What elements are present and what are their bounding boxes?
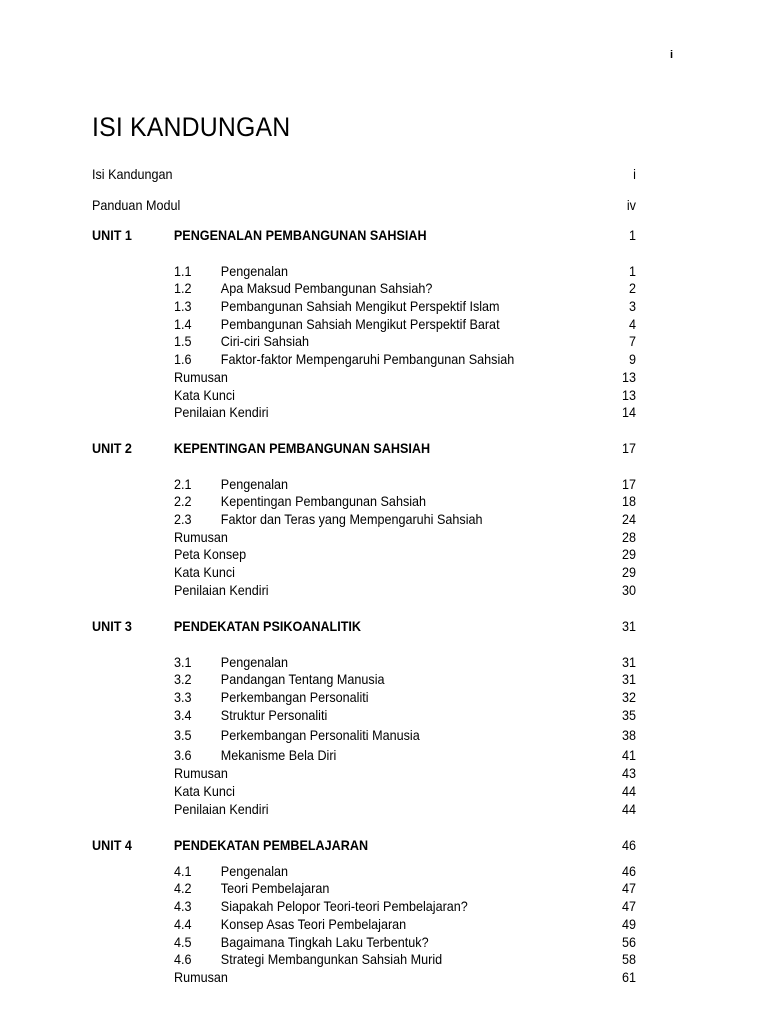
section-title: Peta Konsep	[174, 546, 247, 562]
section-page: 18	[621, 493, 636, 509]
toc-entry-page: i	[633, 166, 636, 182]
section-title: Penilaian Kendiri	[174, 404, 269, 420]
section-page: 56	[621, 934, 636, 950]
unit-page: 17	[621, 440, 636, 456]
section-title: Rumusan	[174, 969, 228, 985]
section-page: 58	[621, 951, 636, 967]
section-title: Faktor dan Teras yang Mempengaruhi Sahsiah	[220, 511, 483, 527]
section-number: 3.5	[174, 727, 192, 743]
unit-title: PENDEKATAN PEMBELAJARAN	[173, 837, 369, 853]
section-title: Faktor-faktor Mempengaruhi Pembangunan Sahsiah	[220, 351, 515, 367]
unit-label: UNIT 1	[92, 227, 132, 243]
section-page: 41	[621, 747, 636, 763]
section-page: 38	[621, 727, 636, 743]
unit-page: 46	[621, 837, 636, 853]
section-title: Perkembangan Personaliti Manusia	[220, 727, 420, 743]
section-title: Kepentingan Pembangunan Sahsiah	[220, 493, 427, 509]
section-page: 14	[621, 404, 636, 420]
section-page: 35	[621, 707, 636, 723]
section-entry	[174, 706, 327, 724]
unit-page: 1	[628, 227, 636, 243]
section-title: Ciri-ciri Sahsiah	[220, 333, 310, 349]
section-number: 4.1	[174, 863, 192, 879]
section-entry	[174, 279, 432, 297]
section-number: 3.4	[174, 707, 192, 723]
section-page: 32	[621, 689, 636, 705]
section-entry	[174, 746, 336, 764]
section-title: Rumusan	[174, 369, 228, 385]
section-number: 1.2	[174, 280, 192, 296]
section-entry	[174, 897, 468, 915]
section-title: Pengenalan	[220, 654, 289, 670]
unit-heading	[92, 439, 430, 457]
section-title: Pembangunan Sahsiah Mengikut Perspektif Islam	[220, 298, 500, 314]
section-entry	[174, 782, 235, 800]
section-number: 1.5	[174, 333, 192, 349]
section-entry	[174, 403, 269, 421]
section-page: 29	[621, 546, 636, 562]
section-page: 44	[621, 801, 636, 817]
unit-title: PENGENALAN PEMBANGUNAN SAHSIAH	[173, 227, 427, 243]
section-number: 3.1	[174, 654, 192, 670]
section-page: 9	[628, 351, 636, 367]
section-entry	[174, 315, 500, 333]
section-page: 4	[628, 316, 636, 332]
section-title: Pengenalan	[220, 263, 289, 279]
section-title: Bagaimana Tingkah Laku Terbentuk?	[220, 934, 429, 950]
toc-entry-isi-kandungan	[92, 165, 173, 183]
section-page: 28	[621, 529, 636, 545]
section-page: 13	[621, 369, 636, 385]
section-title: Konsep Asas Teori Pembelajaran	[220, 916, 407, 932]
section-title: Penilaian Kendiri	[174, 801, 269, 817]
section-page: 61	[621, 969, 636, 985]
section-page: 2	[628, 280, 636, 296]
section-entry	[174, 933, 429, 951]
section-number: 3.6	[174, 747, 192, 763]
unit-page: 31	[621, 618, 636, 634]
section-entry	[174, 688, 369, 706]
section-page: 3	[628, 298, 636, 314]
section-page: 31	[621, 671, 636, 687]
section-entry	[174, 726, 420, 744]
section-page: 1	[628, 263, 636, 279]
section-number: 1.4	[174, 316, 192, 332]
section-entry	[174, 475, 288, 493]
toc-entry-label: Isi Kandungan	[92, 166, 173, 182]
section-number: 1.6	[174, 351, 192, 367]
section-entry	[174, 915, 406, 933]
section-entry	[174, 386, 235, 404]
section-title: Kata Kunci	[174, 564, 235, 580]
section-entry	[174, 800, 269, 818]
section-number: 2.1	[174, 476, 192, 492]
section-page: 17	[621, 476, 636, 492]
section-entry	[174, 262, 288, 280]
section-page: 29	[621, 564, 636, 580]
section-page: 49	[621, 916, 636, 932]
section-entry	[174, 581, 269, 599]
unit-title: KEPENTINGAN PEMBANGUNAN SAHSIAH	[173, 440, 431, 456]
section-number: 2.3	[174, 511, 192, 527]
page-title: ISI KANDUNGAN	[92, 112, 291, 142]
section-entry	[174, 368, 228, 386]
section-entry	[174, 492, 426, 510]
section-page: 31	[621, 654, 636, 670]
section-entry	[174, 968, 228, 986]
section-page: 7	[628, 333, 636, 349]
section-number: 4.6	[174, 951, 192, 967]
section-title: Rumusan	[174, 529, 228, 545]
section-page: 13	[621, 387, 636, 403]
section-number: 3.2	[174, 671, 192, 687]
toc-entry-page: iv	[626, 197, 636, 213]
section-entry	[174, 862, 288, 880]
section-number: 4.5	[174, 934, 192, 950]
section-entry	[174, 653, 288, 671]
page-folio: i	[670, 49, 674, 61]
section-entry	[174, 545, 246, 563]
section-entry	[174, 350, 514, 368]
section-entry	[174, 332, 309, 350]
section-entry	[174, 297, 500, 315]
section-page: 46	[621, 863, 636, 879]
section-entry	[174, 879, 329, 897]
section-title: Pengenalan	[220, 476, 289, 492]
section-entry	[174, 670, 385, 688]
unit-label: UNIT 4	[92, 837, 132, 853]
section-title: Pandangan Tentang Manusia	[220, 671, 385, 687]
section-title: Perkembangan Personaliti	[220, 689, 369, 705]
section-entry	[174, 528, 228, 546]
section-title: Kata Kunci	[174, 783, 235, 799]
section-title: Pengenalan	[220, 863, 289, 879]
section-title: Pembangunan Sahsiah Mengikut Perspektif Barat	[220, 316, 500, 332]
section-title: Struktur Personaliti	[220, 707, 328, 723]
section-page: 44	[621, 783, 636, 799]
section-title: Mekanisme Bela Diri	[220, 747, 337, 763]
toc-entry-panduan-modul	[92, 196, 180, 214]
unit-heading	[92, 617, 361, 635]
section-title: Siapakah Pelopor Teori-teori Pembelajaran?	[220, 898, 468, 914]
section-title: Kata Kunci	[174, 387, 235, 403]
section-title: Strategi Membangunkan Sahsiah Murid	[220, 951, 443, 967]
section-number: 3.3	[174, 689, 192, 705]
unit-heading	[92, 226, 427, 244]
section-number: 4.2	[174, 880, 192, 896]
section-page: 47	[621, 880, 636, 896]
section-number: 4.3	[174, 898, 192, 914]
section-title: Teori Pembelajaran	[220, 880, 330, 896]
unit-heading	[92, 836, 368, 854]
unit-label: UNIT 3	[92, 618, 132, 634]
unit-label: UNIT 2	[92, 440, 132, 456]
section-title: Penilaian Kendiri	[174, 582, 269, 598]
section-entry	[174, 950, 442, 968]
section-entry	[174, 510, 483, 528]
toc-entry-label: Panduan Modul	[92, 197, 181, 213]
section-entry	[174, 563, 235, 581]
section-number: 4.4	[174, 916, 192, 932]
section-page: 24	[621, 511, 636, 527]
section-number: 1.1	[174, 263, 192, 279]
section-page: 47	[621, 898, 636, 914]
unit-title: PENDEKATAN PSIKOANALITIK	[173, 618, 362, 634]
section-number: 1.3	[174, 298, 192, 314]
section-page: 30	[621, 582, 636, 598]
section-page: 43	[621, 765, 636, 781]
section-entry	[174, 764, 228, 782]
section-title: Rumusan	[174, 765, 228, 781]
section-title: Apa Maksud Pembangunan Sahsiah?	[220, 280, 433, 296]
section-number: 2.2	[174, 493, 192, 509]
